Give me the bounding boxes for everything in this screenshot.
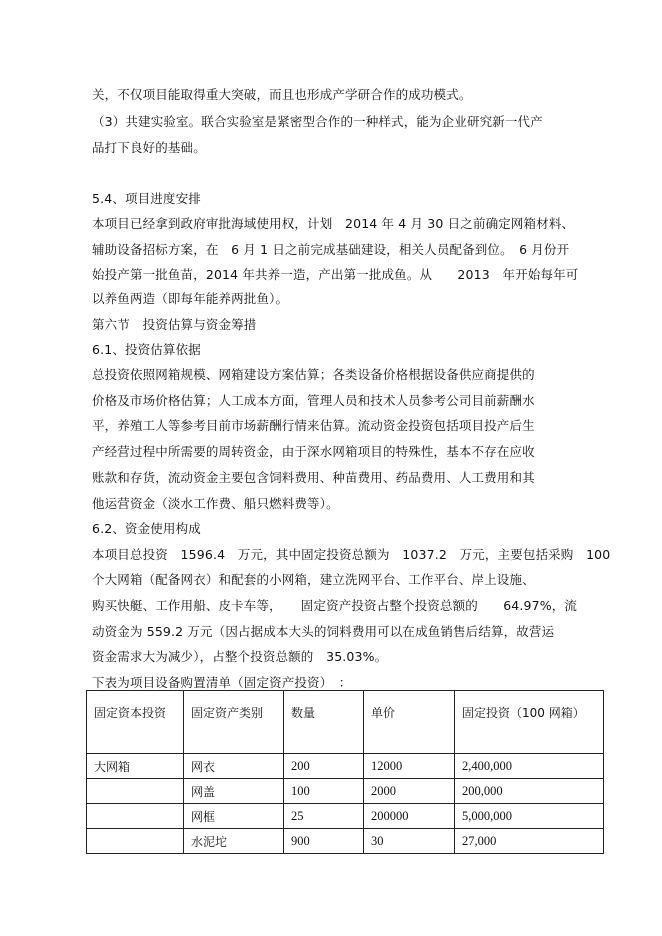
paragraph-line: 品打下良好的基础。 (92, 140, 206, 155)
table-header-cell: 数量 (284, 691, 364, 754)
paragraph-line: 购买快艇、工作用船、皮卡车等， 固定资产投资占整个投资总额的 64.97%，流 (92, 598, 578, 613)
paragraph-line: 辅助设备招标方案，在 6 月 1 日之前完成基础建设，相关人员配备到位。 6 月份开 (92, 242, 570, 257)
equipment-table (86, 690, 604, 854)
table-cell: 网框 (184, 804, 284, 829)
table-cell: 200 (284, 754, 364, 779)
paragraph-line: 产经营过程中所需要的周转资金，由于深水网箱项目的特殊性，基本不存在应收 (92, 444, 535, 459)
table-cell: 2,400,000 (455, 754, 604, 779)
paragraph-line: 他运营资金（淡水工作费、船只燃料费等）。 (92, 496, 339, 511)
section-heading-6-2: 6.2、资金使用构成 (92, 521, 201, 536)
paragraph-line: 资金需求大为减少），占整个投资总额的 35.03%。 (92, 649, 388, 664)
table-cell: 30 (364, 829, 455, 854)
table-cell: 网衣 (184, 754, 284, 779)
paragraph-line: 本项目总投资 1596.4 万元，其中固定投资总额为 1037.2 万元，主要包括采购 100 (92, 547, 611, 562)
section-heading-6-1: 6.1、投资估算依据 (92, 342, 201, 357)
table-cell: 5,000,000 (455, 804, 604, 829)
table-header-cell: 固定资本投资 (87, 691, 184, 754)
table-caption: 下表为项目设备购置清单（固定资产投资） ： (92, 675, 352, 690)
table-header-cell: 固定资产类别 (184, 691, 284, 754)
table-cell: 25 (284, 804, 364, 829)
table-cell: 水泥坨 (184, 829, 284, 854)
table-cell (87, 779, 184, 804)
paragraph-line: 账款和存货，流动资金主要包含饲料费用、种苗费用、药品费用、人工费用和其 (92, 470, 535, 485)
table-row (87, 754, 604, 779)
paragraph-line: 平，养殖工人等参考目前市场薪酬行情来估算。流动资金投资包括项目投产后生 (92, 418, 535, 433)
paragraph-line: 关，不仅项目能取得重大突破，而且也形成产学研合作的成功模式。 (92, 87, 472, 102)
table-cell: 27,000 (455, 829, 604, 854)
table-cell: 900 (284, 829, 364, 854)
section-heading-5-4: 5.4、项目进度安排 (92, 191, 201, 206)
table-row (87, 804, 604, 829)
table-cell: 200,000 (455, 779, 604, 804)
paragraph-line: 总投资依照网箱规模、网箱建设方案估算；各类设备价格根据设备供应商提供的 (92, 367, 535, 382)
table-cell: 网盖 (184, 779, 284, 804)
table-cell (87, 829, 184, 854)
table-cell: 2000 (364, 779, 455, 804)
table-row (87, 779, 604, 804)
paragraph-line: 以养鱼两造（即每年能养两批鱼）。 (92, 291, 289, 306)
table-row (87, 829, 604, 854)
table-cell: 12000 (364, 754, 455, 779)
paragraph-line: 始投产第一批鱼苗，2014 年共养一造，产出第一批成鱼。从 2013 年开始每年可 (92, 267, 579, 282)
paragraph-line: 价格及市场价格估算；人工成本方面，管理人员和技术人员参考公司目前薪酬水 (92, 393, 535, 408)
table-header-cell: 单价 (364, 691, 455, 754)
paragraph-line: 本项目已经拿到政府审批海域使用权，计划 2014 年 4 月 30 日之前确定网箱材料、 (92, 216, 575, 231)
paragraph-line: 个大网箱（配备网衣）和配套的小网箱，建立洗网平台、工作平台、岸上设施、 (92, 572, 535, 587)
table-cell: 200000 (364, 804, 455, 829)
chapter-heading-6: 第六节 投资估算与资金筹措 (92, 317, 257, 332)
paragraph-line: 动资金为 559.2 万元（因占据成本大头的饲料费用可以在成鱼销售后结算，故营运 (92, 624, 555, 639)
paragraph-line: （3）共建实验室。联合实验室是紧密型合作的一种样式，能为企业研究新一代产 (92, 114, 543, 129)
table-cell (87, 804, 184, 829)
table-header-row (87, 691, 604, 754)
table-header-cell: 固定投资（100 网箱） (455, 691, 604, 754)
table-cell: 大网箱 (87, 754, 184, 779)
table-cell: 100 (284, 779, 364, 804)
